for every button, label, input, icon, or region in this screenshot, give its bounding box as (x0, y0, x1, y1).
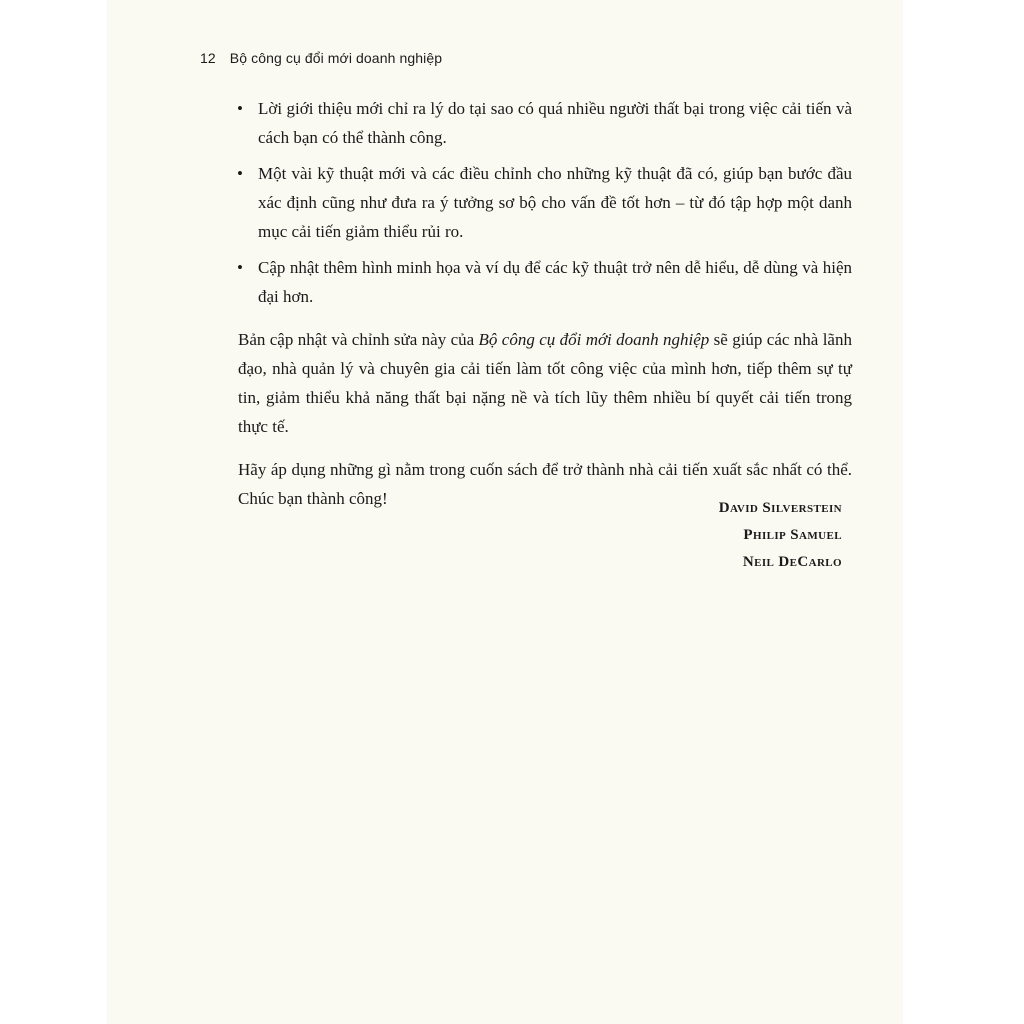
running-header (200, 50, 442, 66)
bullet-list (238, 94, 852, 311)
paragraph-text-after: sẽ giúp các nhà lãnh đạo, nhà quản lý và chuyên gia cải tiến làm tốt công việc của mình hơn, tiếp thêm sự tự tin, giảm thiểu khả năng thất bại nặng nề và tích lũy thêm nhiều bí quyết cải tiến trong thực tế. (238, 330, 852, 436)
book-page (108, 0, 902, 1024)
paragraph-closing: Hãy áp dụng những gì nằm trong cuốn sách để trở thành nhà cải tiến xuất sắc nhất có thể. Chúc bạn thành công! (238, 460, 852, 508)
author-signatures (719, 495, 842, 576)
paragraph-text-before: Bản cập nhật và chỉnh sửa này của (238, 330, 479, 349)
author-name: David Silverstein (718, 500, 842, 516)
book-title-italic: Bộ công cụ đổi mới doanh nghiệp (478, 330, 710, 349)
bullet-item: • Cập nhật thêm hình minh họa và ví dụ để các kỹ thuật trở nên dễ hiểu, dễ dùng và hiện đại hơn. (238, 253, 852, 311)
running-title: Bộ công cụ đổi mới doanh nghiệp (229, 50, 443, 66)
bullet-item: • Một vài kỹ thuật mới và các điều chỉnh cho những kỹ thuật đã có, giúp bạn bước đầu xác định cũng như đưa ra ý tưởng sơ bộ cho vấn đề tốt hơn – từ đó tập hợp một danh mục cải tiến giảm thiểu rủi ro. (238, 159, 852, 246)
author-name: Philip Samuel (743, 527, 842, 543)
page-number: 12 (200, 50, 216, 66)
page-body (238, 94, 852, 513)
bullet-item: • Lời giới thiệu mới chỉ ra lý do tại sao có quá nhiều người thất bại trong việc cải tiến và cách bạn có thể thành công. (238, 94, 852, 152)
paragraph-update-summary (238, 325, 852, 441)
author-name: Neil DeCarlo (742, 554, 842, 570)
